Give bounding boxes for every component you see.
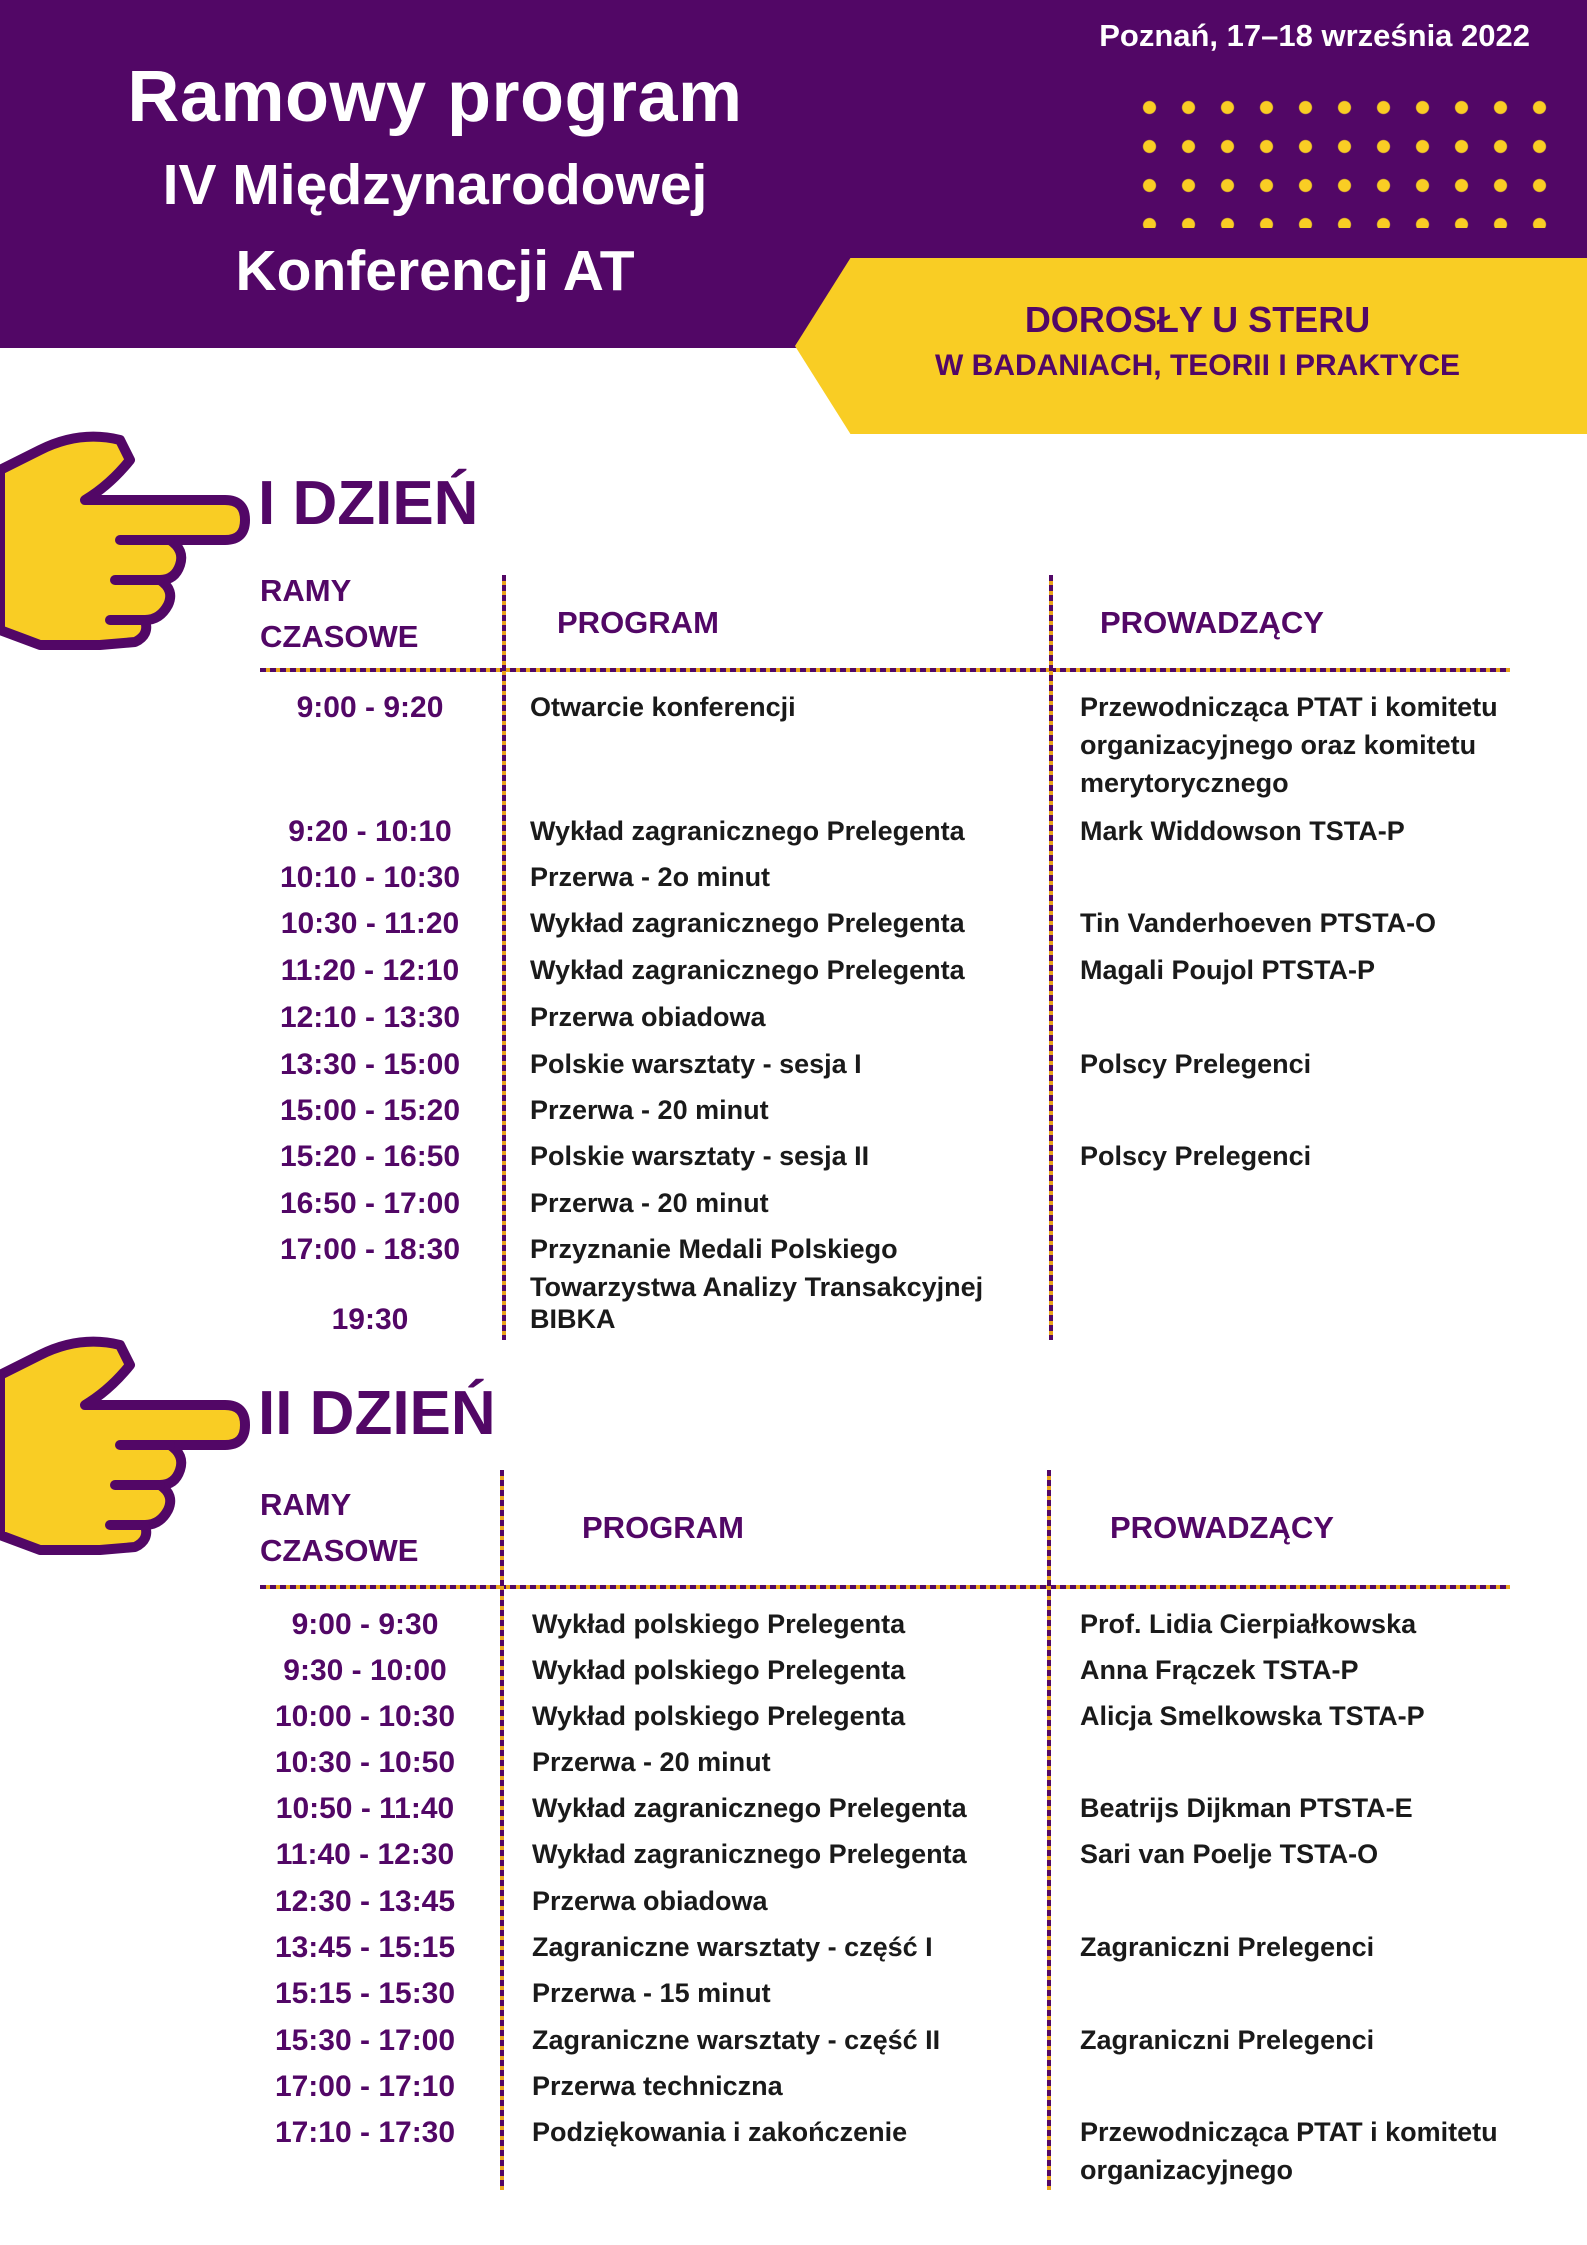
- row-time: 10:30 - 11:20: [280, 907, 460, 940]
- row-program: Przerwa - 2o minut: [530, 862, 771, 892]
- row-time: 17:00 - 18:30: [279, 1233, 461, 1266]
- row-time: 9:20 - 10:10: [288, 815, 452, 848]
- row-program: Przerwa - 20 minut: [530, 1188, 769, 1218]
- row-leader: Polscy Prelegenci: [1080, 1049, 1312, 1079]
- row-time: 11:20 - 12:10: [280, 954, 460, 987]
- pointing-hand-icon: [0, 1335, 250, 1555]
- pointing-hand-icon: [0, 430, 250, 650]
- day2-column-divider-2: [1047, 1470, 1051, 2190]
- row-program: Wykład polskiego Prelegenta: [532, 1701, 906, 1731]
- row-leader: Tin Vanderhoeven PTSTA-O: [1080, 908, 1437, 938]
- row-time: 9:00 - 9:30: [291, 1608, 439, 1641]
- row-time: 19:30: [331, 1303, 409, 1336]
- row-leader: Alicja Smelkowska TSTA-P: [1080, 1701, 1425, 1731]
- day1-col-leader-header: PROWADZĄCY: [1100, 605, 1324, 640]
- day1-title: I DZIEŃ: [258, 469, 479, 538]
- row-time: 10:50 - 11:40: [275, 1792, 455, 1825]
- day1-col-program-header: PROGRAM: [557, 605, 719, 640]
- banner-line-2: W BADANIACH, TEORII I PRAKTYCE: [935, 349, 1460, 382]
- row-time: 12:10 - 13:30: [279, 1001, 461, 1034]
- title-line-2: IV Międzynarodowej: [162, 153, 708, 217]
- page-title: [0, 52, 870, 314]
- day1-column-divider-1: [502, 575, 506, 1340]
- row-time: 15:15 - 15:30: [274, 1977, 456, 2010]
- row-program: Przerwa obiadowa: [532, 1886, 768, 1916]
- row-time: 12:30 - 13:45: [274, 1885, 456, 1918]
- title-line-3: Konferencji AT: [235, 239, 635, 303]
- day2-header-divider: [260, 1585, 1510, 1589]
- row-time: 17:10 - 17:30: [274, 2116, 456, 2149]
- row-time: 15:30 - 17:00: [274, 2024, 456, 2057]
- day2-col-leader-header: PROWADZĄCY: [1110, 1510, 1334, 1545]
- row-time: 9:00 - 9:20: [296, 691, 444, 724]
- day2-title: II DZIEŃ: [258, 1379, 496, 1448]
- day2-col-time-header: [260, 1482, 418, 1574]
- title-line-1: Ramowy program: [127, 57, 743, 137]
- row-leader: Beatrijs Dijkman PTSTA-E: [1080, 1793, 1413, 1823]
- row-time: 15:20 - 16:50: [279, 1140, 461, 1173]
- row-leader: Sari van Poelje TSTA-O: [1080, 1839, 1379, 1869]
- row-program: Zagraniczne warsztaty - część II: [532, 2025, 941, 2055]
- row-time: 10:10 - 10:30: [279, 861, 461, 894]
- day2-col-program-header: PROGRAM: [582, 1510, 744, 1545]
- day2-col-time-line1: RAMY: [260, 1487, 352, 1522]
- row-leader: Zagraniczni Prelegenci: [1080, 2025, 1375, 2055]
- row-program: Wykład zagranicznego Prelegenta: [530, 955, 965, 985]
- day1-header-divider: [260, 668, 1510, 672]
- day2-col-time-line2: CZASOWE: [260, 1533, 419, 1568]
- row-program: Wykład zagranicznego Prelegenta: [532, 1793, 967, 1823]
- row-time: 10:00 - 10:30: [274, 1700, 456, 1733]
- row-leader: Anna Frączek TSTA-P: [1080, 1655, 1359, 1685]
- dot-pattern-decoration: [1130, 88, 1550, 228]
- event-date: Poznań, 17–18 września 2022: [1099, 18, 1530, 53]
- row-program: Otwarcie konferencji: [530, 692, 796, 722]
- row-program: Zagraniczne warsztaty - część I: [532, 1932, 933, 1962]
- row-program: BIBKA: [530, 1304, 616, 1334]
- row-program: Przerwa obiadowa: [530, 1002, 766, 1032]
- row-time: 10:30 - 10:50: [274, 1746, 456, 1779]
- row-time: 15:00 - 15:20: [279, 1094, 461, 1127]
- row-leader: Magali Poujol PTSTA-P: [1080, 955, 1376, 985]
- row-leader: Mark Widdowson TSTA-P: [1080, 816, 1405, 846]
- row-program: Przerwa - 20 minut: [532, 1747, 771, 1777]
- row-program: Wykład polskiego Prelegenta: [532, 1655, 906, 1685]
- row-program: Przerwa techniczna: [532, 2071, 783, 2101]
- banner-line-1: DOROSŁY U STERU: [1024, 299, 1371, 340]
- row-leader: Prof. Lidia Cierpiałkowska: [1080, 1609, 1417, 1639]
- row-program: Wykład zagranicznego Prelegenta: [530, 816, 965, 846]
- row-leader: Zagraniczni Prelegenci: [1080, 1932, 1375, 1962]
- row-program: Przerwa - 20 minut: [530, 1095, 769, 1125]
- day1-col-time-line2: CZASOWE: [260, 619, 419, 654]
- row-leader: Przewodnicząca PTAT i komitetu organizacyjnego: [1080, 2117, 1498, 2185]
- day1-column-divider-2: [1049, 575, 1053, 1340]
- row-program: Przerwa - 15 minut: [532, 1978, 771, 2008]
- row-time: 17:00 - 17:10: [274, 2070, 456, 2103]
- row-time: 13:30 - 15:00: [279, 1048, 461, 1081]
- row-program: Wykład zagranicznego Prelegenta: [532, 1839, 967, 1869]
- row-program: Wykład polskiego Prelegenta: [532, 1609, 906, 1639]
- day1-col-time-line1: RAMY: [260, 573, 352, 608]
- day1-col-time-header: [260, 568, 418, 660]
- row-program: Przyznanie Medali Polskiego Towarzystwa Analizy Transakcyjnej: [530, 1234, 984, 1302]
- row-program: Polskie warsztaty - sesja II: [530, 1141, 870, 1171]
- subtitle-banner-text: [860, 295, 1535, 387]
- day2-column-divider-1: [500, 1470, 504, 2190]
- row-leader: Polscy Prelegenci: [1080, 1141, 1312, 1171]
- row-time: 11:40 - 12:30: [275, 1838, 455, 1871]
- row-program: Wykład zagranicznego Prelegenta: [530, 908, 965, 938]
- row-program: Podziękowania i zakończenie: [532, 2117, 908, 2147]
- row-time: 13:45 - 15:15: [274, 1931, 456, 1964]
- row-time: 9:30 - 10:00: [283, 1654, 447, 1687]
- row-program: Polskie warsztaty - sesja I: [530, 1049, 862, 1079]
- row-leader: Przewodnicząca PTAT i komitetu organizacyjnego oraz komitetu merytorycznego: [1080, 692, 1498, 798]
- row-time: 16:50 - 17:00: [279, 1187, 461, 1220]
